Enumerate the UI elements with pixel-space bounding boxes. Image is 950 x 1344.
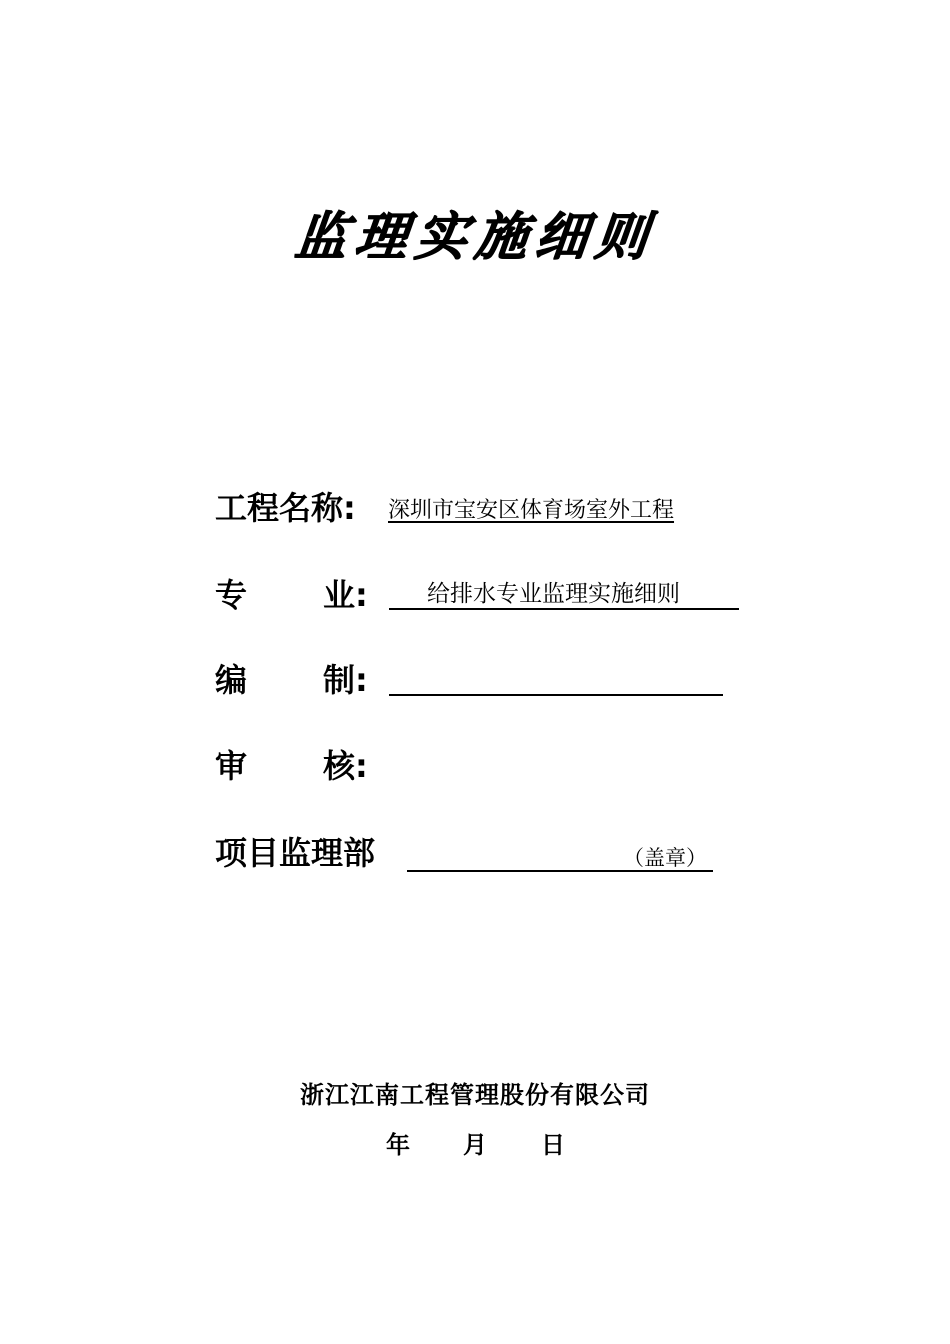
field-reviewed-by — [215, 746, 515, 790]
specialty-label — [215, 575, 368, 615]
field-project-dept — [215, 833, 735, 877]
project-name-label: 工程名称: — [215, 489, 356, 527]
seal-text: （盖章） — [623, 846, 707, 870]
date-month: 月 — [463, 1131, 487, 1159]
compiled-by-label-a: 编 — [215, 661, 248, 699]
reviewed-by-label-a: 审 — [215, 747, 248, 785]
field-specialty — [215, 575, 745, 619]
field-compiled-by — [215, 660, 735, 704]
compiled-by-label-b: 制: — [323, 661, 368, 699]
project-name-value: 深圳市宝安区体育场室外工程 — [388, 498, 675, 523]
date-year: 年 — [386, 1131, 410, 1159]
specialty-value: 给排水专业监理实施细则 — [427, 581, 680, 607]
company-name: 浙江江南工程管理股份有限公司 — [300, 1081, 650, 1109]
specialty-label-a: 专 — [215, 576, 248, 614]
reviewed-by-label-b: 核: — [323, 747, 368, 785]
document-title: 监理实施细则 — [291, 206, 659, 267]
specialty-label-b: 业: — [323, 576, 368, 614]
project-dept-label: 项目监理部 — [215, 834, 376, 872]
reviewed-by-label — [215, 746, 368, 786]
compiled-by-label — [215, 660, 368, 700]
compiled-by-underline[interactable] — [389, 694, 723, 696]
field-project-name — [215, 488, 735, 532]
date-day: 日 — [541, 1131, 565, 1159]
